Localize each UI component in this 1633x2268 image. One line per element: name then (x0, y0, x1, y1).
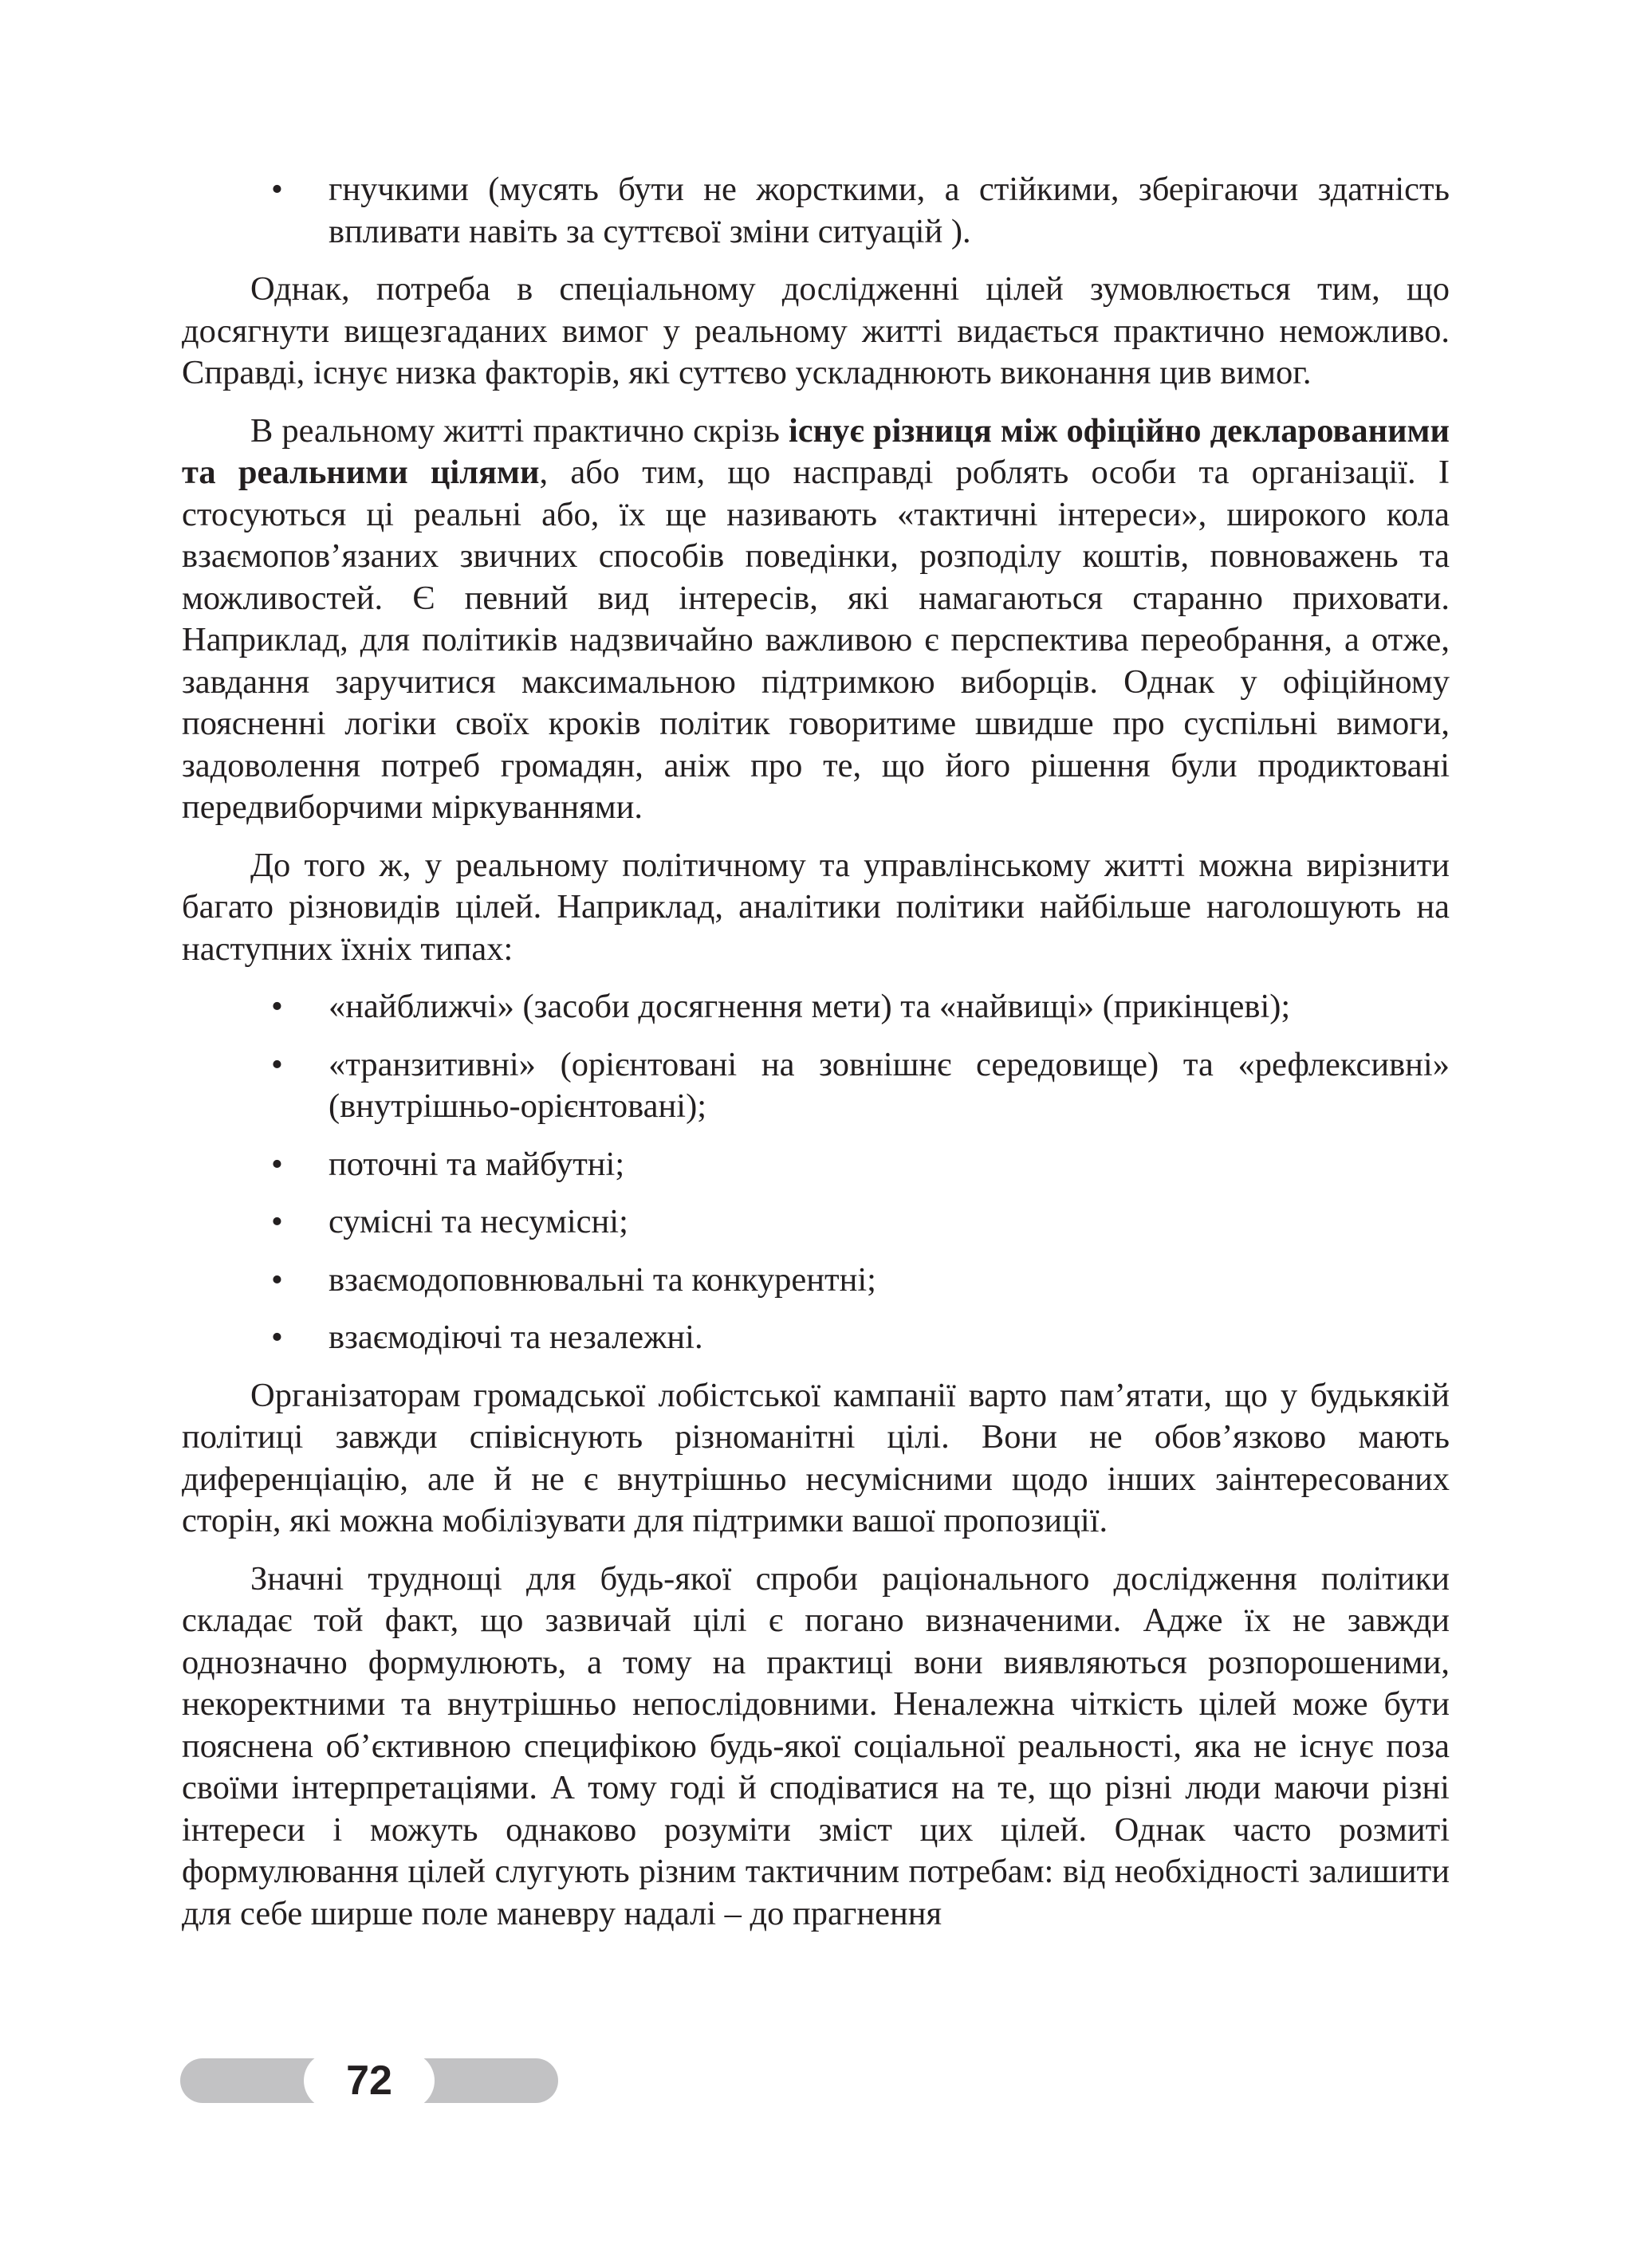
list-item-text: сумісні та несумісні; (329, 1203, 628, 1240)
list-item-text: поточні та майбутні; (329, 1145, 625, 1183)
bullet-icon: • (271, 1203, 283, 1240)
list-item (182, 1144, 1450, 1186)
paragraph: Однак, потреба в спеціальному дослідженні цілей зумовлюється тим, що досягнути вищезгаданих вимог у реальному житті видається практично неможливо. Справді, існує низка факторів, які суттєво ускладнюють виконання цив вимог. (182, 270, 1450, 391)
bullet-list (182, 986, 1450, 1359)
bullet-icon: • (271, 1145, 283, 1183)
paragraph: Значні труднощі для будь-якої спроби раціонального дослідження політики складає той факт, що зазвичай цілі є погано визначеними. Адже їх не завжди однозначно формулюють, а тому на практиці вони виявляються розпорошеними, некоректними та внутрішньо непослідовними. Неналежна чіткість цілей може бути пояснена об’єктивною специфікою будь-якої соціальної реальності, яка не існує поза своїми інтерпретаціями. А тому годі й сподіватися на те, що різні люди маючи різні інтереси і можуть однаково розуміти зміст цих цілей. Однак часто розмиті формулювання цілей слугують різним тактичним потребам: від необхідності залишити для себе ширше поле маневру надалі – до прагнення (182, 1559, 1450, 1932)
paragraph: Організаторам громадської лобістської кампанії варто пам’ятати, що у будькякій політиці завжди співіснують різноманітні цілі. Вони не обов’язково мають диференціацію, але й не є внутрішньо несумісними щодо інших заінтересованих сторін, які можна мобілізувати для підтримки вашої пропозиції. (182, 1376, 1450, 1539)
bullet-icon: • (271, 171, 283, 208)
bullet-icon: • (271, 1045, 283, 1083)
list-item-text: гнучкими (мусять бути не жорсткими, а стійкими, зберігаючи здатність впливати навіть за суттєвої зміни ситуацій ). (329, 171, 1450, 250)
list-item (182, 986, 1450, 1028)
bullet-list-top (182, 169, 1450, 253)
list-item (182, 169, 1450, 253)
list-item-text: взаємодоповнювальні та конкурентні; (329, 1260, 876, 1299)
paragraph: До того ж, у реальному політичному та управлінському житті можна вирізнити багато різновидів цілей. Наприклад, аналітики політики найбільше наголошують на наступних їхніх типах: (182, 846, 1450, 968)
list-item (182, 1044, 1450, 1128)
bullet-icon: • (271, 988, 283, 1025)
paragraph (182, 411, 1450, 829)
paragraph-text: В реальному житті практично скрізь (250, 411, 789, 450)
bold-emphasis: існує різниця між офіційно декларованими та реальними цілями (182, 411, 1450, 491)
list-item (182, 1317, 1450, 1359)
list-item (182, 1260, 1450, 1302)
list-item-text: взаємодіючі та незалежні. (329, 1319, 703, 1356)
list-item-text: «транзитивні» (орієнтовані на зовнішнє середовище) та «рефлексивні» (внутрішньо-орієнтовані); (329, 1045, 1450, 1125)
paragraph-text: , або тим, що насправді роблять особи та організації. І стосуються ці реальні або, їх ще називають «тактичні інтереси», широкого кола взаємопов’язаних звичних способів поведінки, розподілу коштів, повноважень та можливостей. Є певний вид інтересів, які намагаються старанно приховати. Наприклад, для політиків надзвичайно важливою є перспектива переобрання, а отже, завдання заручитися максимальною підтримкою виборців. Однак у офіційному поясненні логіки своїх кроків політик говоритиме швидше про суспільні вимоги, задоволення потреб громадян, аніж про те, що його рішення були продиктовані передвиборчими міркуваннями. (182, 454, 1450, 826)
bullet-icon: • (271, 1319, 283, 1356)
page-body (182, 169, 1450, 1951)
list-item-text: «найближчі» (засоби досягнення мети) та «найвищі» (прикінцеві); (329, 988, 1291, 1025)
bullet-icon: • (271, 1260, 283, 1299)
list-item (182, 1201, 1450, 1244)
page-number: 72 (304, 2052, 435, 2109)
